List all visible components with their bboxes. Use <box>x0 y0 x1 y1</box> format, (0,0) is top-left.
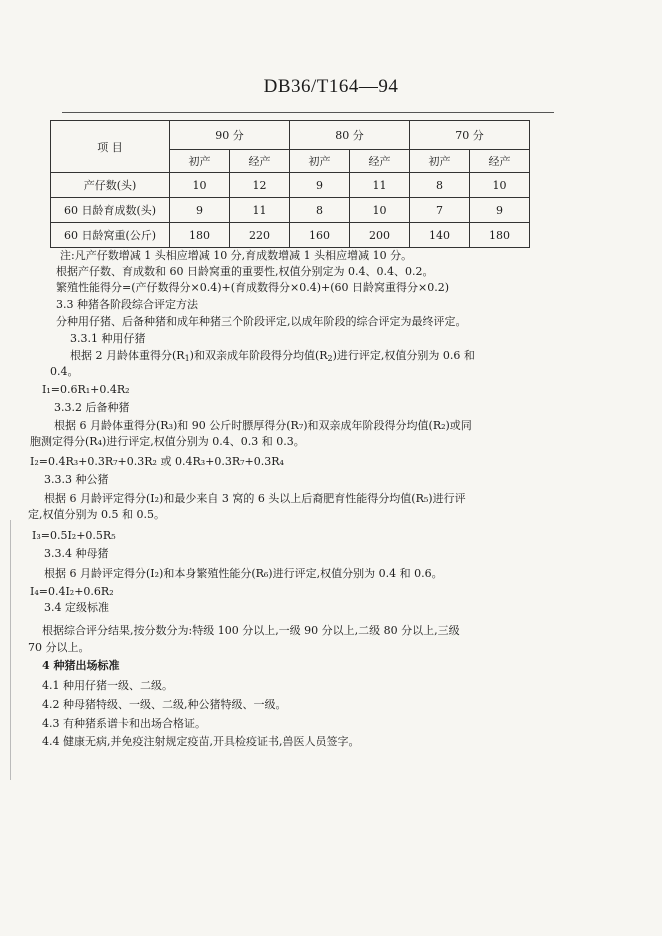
paragraph-continuation: 定,权值分别为 0.5 和 0.5。 <box>28 508 165 521</box>
paragraph: 根据 6 月龄评定得分(I₂)和本身繁殖性能分(R₆)进行评定,权值分别为 0.4 和 0.6。 <box>44 567 443 580</box>
paragraph: 根据 2 月龄体重得分$(R_1)$和双亲成年阶段得分均值$(R_2)$进行评定,权值分别为 0.6 和 <box>70 349 475 363</box>
paragraph-continuation: 胞测定得分(R₄)进行评定,权值分别为 0.4、0.3 和 0.3。 <box>30 435 305 448</box>
table-row <box>51 223 530 248</box>
paragraph-part: )和双亲成年阶段得分均值(R <box>189 349 328 362</box>
cell: 200 <box>350 223 410 248</box>
paragraph-part: 根据 2 月龄体重得分(R <box>70 349 185 362</box>
paragraph: 根据 6 月龄体重得分(R₃)和 90 公斤时膘厚得分(R₇)和双亲成年阶段得分均值(R₂)或同 <box>54 419 472 432</box>
section-heading: 3.3.3 种公猪 <box>44 473 109 486</box>
cell: 180 <box>170 223 230 248</box>
section-heading: 3.3 种猪各阶段综合评定方法 <box>56 298 198 311</box>
table-head-item: 项 目 <box>51 121 170 173</box>
cell: 10 <box>470 173 530 198</box>
formula-breeding: 繁殖性能得分=(产仔数得分×0.4)+(育成数得分×0.4)+(60 日龄窝重得分×0.2) <box>56 281 450 294</box>
cell: 10 <box>170 173 230 198</box>
cell: 9 <box>470 198 530 223</box>
list-item: 4.2 种母猪特级、一级、二级,种公猪特级、一级。 <box>42 698 287 711</box>
paragraph: 根据综合评分结果,按分数分为:特级 100 分以上,一级 90 分以上,二级 80 分以上,三级 <box>42 624 460 637</box>
cell: 12 <box>230 173 290 198</box>
cell: 10 <box>350 198 410 223</box>
paragraph: 分种用仔猪、后备种猪和成年种猪三个阶段评定,以成年阶段的综合评定为最终评定。 <box>56 315 467 328</box>
scan-edge-line <box>10 520 11 780</box>
table-subhead: 初产 <box>290 150 350 173</box>
table-subhead: 经产 <box>470 150 530 173</box>
row-label: 60 日龄育成数(头) <box>51 198 170 223</box>
cell: 11 <box>350 173 410 198</box>
cell: 220 <box>230 223 290 248</box>
formula-i1: I₁=0.6R₁+0.4R₂ <box>42 383 130 396</box>
section-heading: 4 种猪出场标准 <box>42 659 120 672</box>
formula-i3: I₃=0.5I₂+0.5R₅ <box>32 529 116 542</box>
formula-i4: I₄=0.4I₂+0.6R₂ <box>30 585 114 598</box>
cell: 11 <box>230 198 290 223</box>
cell: 7 <box>410 198 470 223</box>
score-table <box>50 120 530 248</box>
cell: 8 <box>290 198 350 223</box>
section-heading: 3.3.2 后备种猪 <box>54 401 130 414</box>
table-subhead: 经产 <box>350 150 410 173</box>
formula-i2: I₂=0.4R₃+0.3R₇+0.3R₂ 或 0.4R₃+0.3R₇+0.3R₄ <box>30 455 284 468</box>
section-heading: 3.3.4 种母猪 <box>44 547 109 560</box>
paragraph-part: )进行评定,权值分别为 0.6 和 <box>332 349 475 362</box>
list-item: 4.1 种用仔猪一级、二级。 <box>42 679 173 692</box>
section-heading: 3.4 定级标准 <box>44 601 109 614</box>
paragraph-continuation: 0.4。 <box>50 365 79 378</box>
cell: 9 <box>290 173 350 198</box>
section-heading: 3.3.1 种用仔猪 <box>70 332 146 345</box>
row-label: 产仔数(头) <box>51 173 170 198</box>
paragraph: 根据产仔数、育成数和 60 日龄窝重的重要性,权值分别定为 0.4、0.4、0.2。 <box>56 265 434 278</box>
table-note: 注:凡产仔数增减 1 头相应增减 10 分,育成数增减 1 头相应增减 10 分。 <box>60 249 413 262</box>
cell: 140 <box>410 223 470 248</box>
table-group-90: 90 分 <box>170 121 290 150</box>
list-item: 4.3 有种猪系谱卡和出场合格证。 <box>42 717 206 730</box>
paragraph-continuation: 70 分以上。 <box>28 641 90 654</box>
table-group-70: 70 分 <box>410 121 530 150</box>
cell: 180 <box>470 223 530 248</box>
table-subhead: 初产 <box>410 150 470 173</box>
cell: 160 <box>290 223 350 248</box>
table-group-80: 80 分 <box>290 121 410 150</box>
table-row <box>51 173 530 198</box>
standard-code-header: DB36/T164—94 <box>263 76 399 97</box>
list-item: 4.4 健康无病,并免疫注射规定疫苗,开具检疫证书,兽医人员签字。 <box>42 735 360 748</box>
table-subhead: 初产 <box>170 150 230 173</box>
table-row <box>51 198 530 223</box>
table-subhead: 经产 <box>230 150 290 173</box>
header-rule <box>62 112 554 113</box>
row-label: 60 日龄窝重(公斤) <box>51 223 170 248</box>
paragraph: 根据 6 月龄评定得分(I₂)和最少来自 3 窝的 6 头以上后裔肥育性能得分均值(R₅)进行评 <box>44 492 466 505</box>
cell: 9 <box>170 198 230 223</box>
cell: 8 <box>410 173 470 198</box>
